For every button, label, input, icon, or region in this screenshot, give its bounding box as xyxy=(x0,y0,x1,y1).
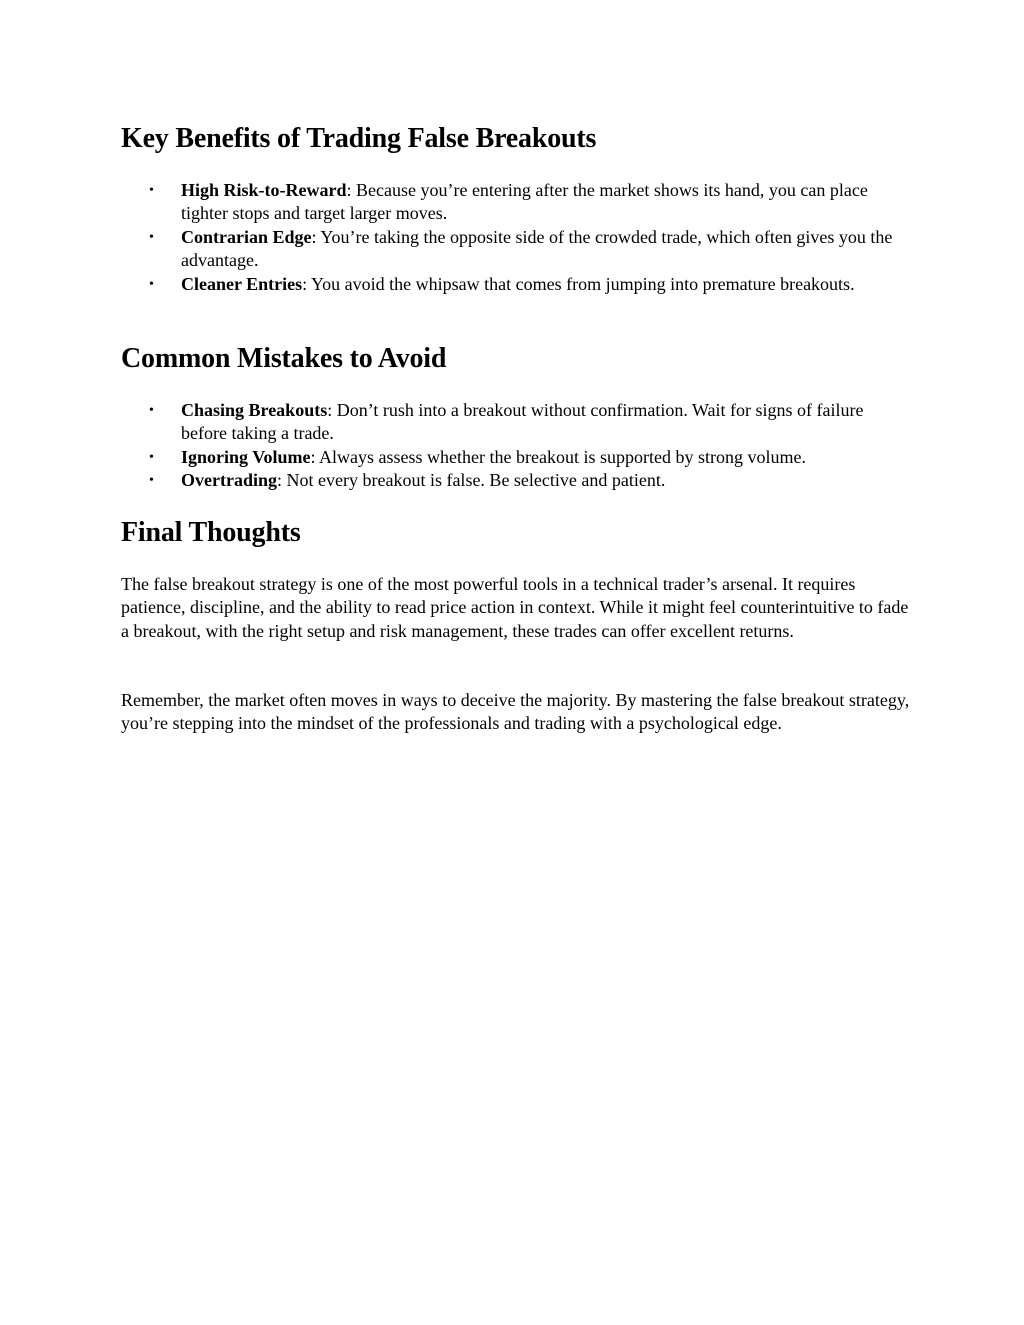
item-term: High Risk-to-Reward xyxy=(181,180,347,200)
list-item xyxy=(121,446,911,469)
heading-common-mistakes: Common Mistakes to Avoid xyxy=(121,343,447,374)
item-text: : Always assess whether the breakout is supported by strong volume. xyxy=(310,446,806,467)
list-item xyxy=(121,273,911,296)
list-item xyxy=(121,469,911,492)
item-term: Overtrading xyxy=(181,470,277,491)
item-term: Contrarian Edge xyxy=(181,226,312,247)
item-term: Ignoring Volume xyxy=(181,446,311,467)
bullet-icon: • xyxy=(149,183,154,198)
bullet-icon: • xyxy=(149,449,154,465)
list-key-benefits xyxy=(121,179,911,296)
item-text: : Because you’re entering after the market shows its hand, you can place tighter stops and target larger moves. xyxy=(181,180,868,224)
item-text: : You’re taking the opposite side of the crowded trade, which often gives you the advantage. xyxy=(181,226,893,271)
bullet-icon: • xyxy=(149,473,154,489)
heading-key-benefits: Key Benefits of Trading False Breakouts xyxy=(121,123,597,154)
list-common-mistakes xyxy=(121,399,911,493)
paragraph: Remember, the market often moves in ways to deceive the majority. By mastering the false breakout strategy, you’re stepping into the mindset of the professionals and trading with a psychological edge. xyxy=(121,690,910,734)
bullet-icon: • xyxy=(149,276,154,292)
item-term: Chasing Breakouts xyxy=(181,400,328,420)
list-item xyxy=(121,399,911,446)
item-text: : Not every breakout is false. Be selective and patient. xyxy=(277,470,666,491)
heading-final-thoughts: Final Thoughts xyxy=(121,517,301,548)
item-text: : Don’t rush into a breakout without confirmation. Wait for signs of failure before taking a trade. xyxy=(181,400,864,444)
list-item xyxy=(121,226,911,273)
bullet-icon: • xyxy=(149,229,154,245)
paragraph: The false breakout strategy is one of the most powerful tools in a technical trader’s arsenal. It requires patience, discipline, and the ability to read price action in context. While it might feel counterintuitive to fade a breakout, with the right setup and risk management, these trades can offer excellent returns. xyxy=(121,574,909,641)
item-term: Cleaner Entries xyxy=(181,273,303,294)
item-text: : You avoid the whipsaw that comes from jumping into premature breakouts. xyxy=(302,273,855,294)
bullet-icon: • xyxy=(149,403,154,418)
list-item xyxy=(121,179,911,226)
